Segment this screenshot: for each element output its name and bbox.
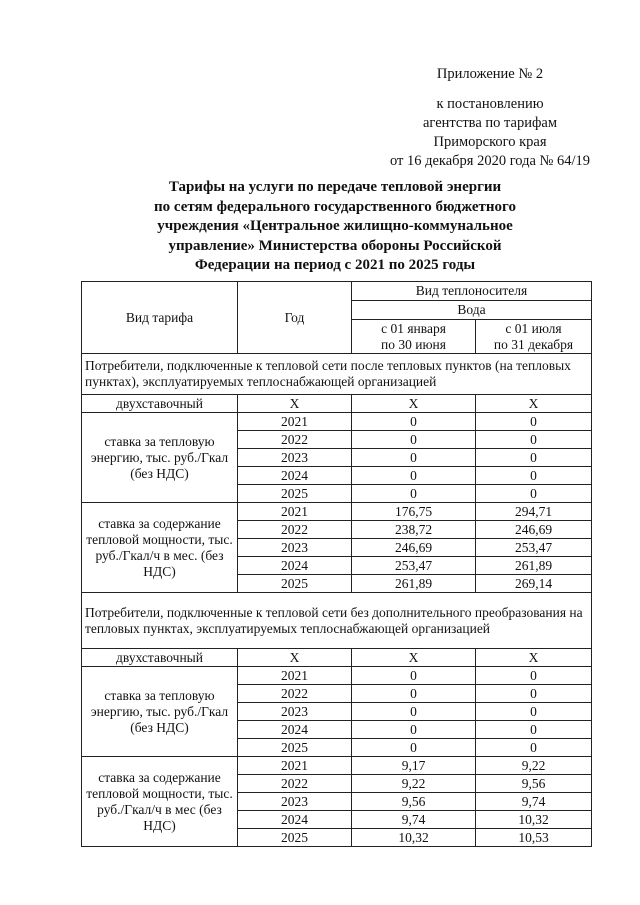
appendix-line: агентства по тарифам: [423, 115, 557, 131]
cell: X: [352, 395, 476, 413]
table-row: ставка за содержание тепловой мощности, тыс. руб./Гкал/ч в мес (без НДС) 2021 9,17 9,22: [82, 757, 592, 775]
header-water: Вода: [352, 301, 592, 320]
table-row: ставка за содержание тепловой мощности, тыс. руб./Гкал/ч в мес. (без НДС) 2021 176,75 294,71: [82, 503, 592, 521]
section-title: Потребители, подключенные к тепловой сети после тепловых пунктов (на тепловых пунктах), эксплуатируемых теплоснабжающей организацией: [82, 354, 592, 395]
title-line: управление» Министерства обороны Российской: [168, 237, 502, 254]
table-row: 2025 0 0: [82, 739, 592, 757]
cell: X: [352, 649, 476, 667]
table-row: 2022 0 0: [82, 431, 592, 449]
table-row: 2025 10,32 10,53: [82, 829, 592, 847]
title-line: Федерации на период с 2021 по 2025 годы: [194, 257, 476, 273]
table-row: 2024 0 0: [82, 467, 592, 485]
table-row: 2024 0 0: [82, 721, 592, 739]
appendix-line: к постановлению: [436, 96, 544, 112]
table-row: 2024 9,74 10,32: [82, 811, 592, 829]
table-row: 2022 0 0: [82, 685, 592, 703]
header-carrier: Вид теплоносителя: [352, 282, 592, 301]
title-line: Тарифы на услуги по передаче тепловой энергии: [168, 179, 502, 195]
group-label: ставка за тепловую энергию, тыс. руб./Гкал (без НДС): [82, 413, 238, 503]
group-label: ставка за тепловую энергию, тыс. руб./Гкал (без НДС): [82, 667, 238, 757]
tariff-table: [81, 281, 592, 847]
table-row: ставка за тепловую энергию, тыс. руб./Гкал (без НДС) 2021 0 0: [82, 413, 592, 431]
appendix-reference: [370, 95, 610, 171]
header-period-1: с 01 января по 30 июня: [352, 320, 476, 354]
header-period-2: с 01 июля по 31 декабря: [476, 320, 592, 354]
cell: X: [238, 395, 352, 413]
two-rate-label: двухставочный: [82, 649, 238, 667]
group-label: ставка за содержание тепловой мощности, тыс. руб./Гкал/ч в мес (без НДС): [82, 757, 238, 847]
appendix-line: от 16 декабря 2020 года № 64/19: [389, 153, 591, 169]
document-title: [130, 178, 540, 276]
title-line: учреждения «Центральное жилищно-коммунальное: [157, 218, 513, 234]
table-row: 2023 0 0: [82, 449, 592, 467]
table-row: 2022 9,22 9,56: [82, 775, 592, 793]
header-tariff-type: Вид тарифа: [82, 282, 238, 354]
table-row: 2023 0 0: [82, 703, 592, 721]
table-row: 2022 238,72 246,69: [82, 521, 592, 539]
appendix-title: Приложение № 2: [436, 66, 544, 82]
table-row: 2025 0 0: [82, 485, 592, 503]
section-title: Потребители, подключенные к тепловой сети без дополнительного преобразования на тепловых пунктах, эксплуатируемых теплоснабжающей организацией: [82, 593, 592, 649]
cell: X: [476, 395, 592, 413]
cell: X: [238, 649, 352, 667]
table-row: 2023 246,69 253,47: [82, 539, 592, 557]
table-row: 2024 253,47 261,89: [82, 557, 592, 575]
table-row: 2025 261,89 269,14: [82, 575, 592, 593]
two-rate-label: двухставочный: [82, 395, 238, 413]
title-line: по сетям федерального государственного бюджетного: [154, 198, 516, 215]
table-row: 2023 9,56 9,74: [82, 793, 592, 811]
header-year: Год: [238, 282, 352, 354]
cell: X: [476, 649, 592, 667]
table-row: ставка за тепловую энергию, тыс. руб./Гкал (без НДС) 2021 0 0: [82, 667, 592, 685]
group-label: ставка за содержание тепловой мощности, тыс. руб./Гкал/ч в мес. (без НДС): [82, 503, 238, 593]
appendix-line: Приморского края: [433, 134, 547, 150]
